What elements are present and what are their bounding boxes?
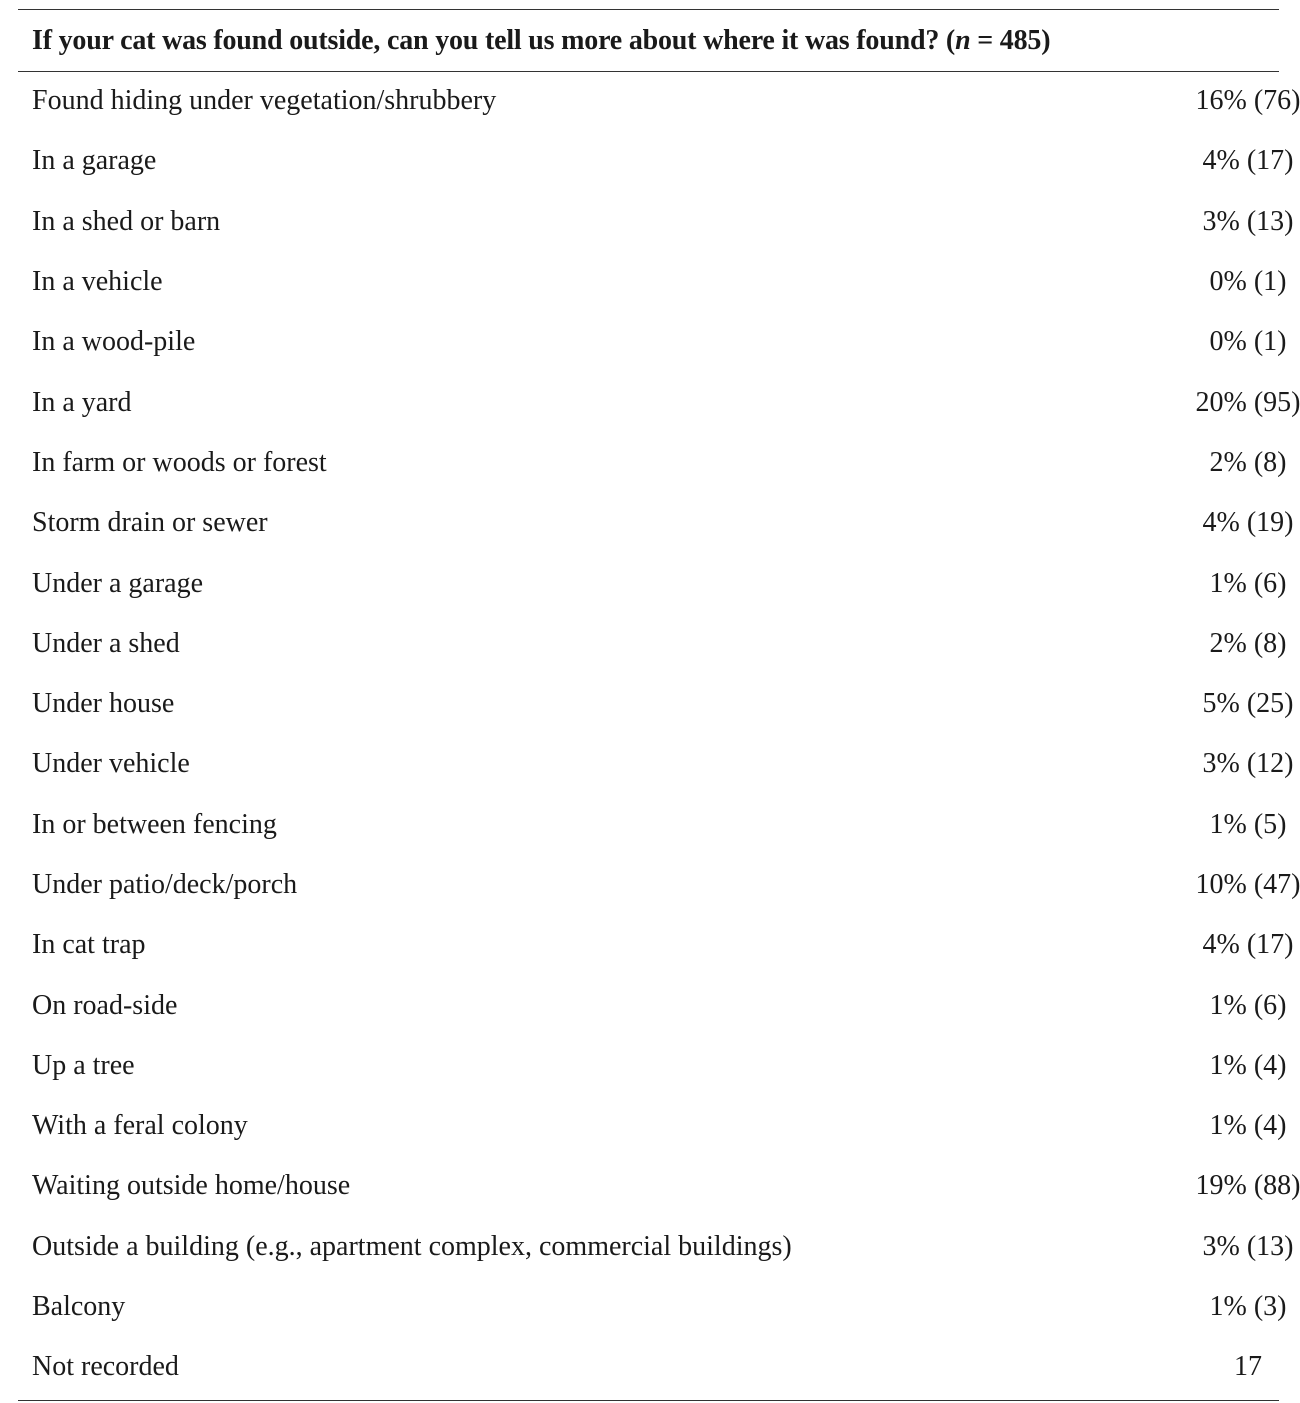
table-row — [18, 1217, 1294, 1277]
row-value: 17 — [1234, 1351, 1262, 1383]
row-value: 20% (95) — [1195, 386, 1300, 418]
row-value: 1% (6) — [1209, 567, 1287, 599]
row-label: Storm drain or sewer — [32, 507, 268, 539]
row-label: Waiting outside home/house — [32, 1170, 351, 1202]
table-bottom-rule — [18, 1400, 1279, 1401]
table-row — [18, 1337, 1279, 1397]
table-row — [18, 1277, 1287, 1337]
table-row — [18, 915, 1294, 975]
table-row — [18, 855, 1300, 915]
table-body — [18, 71, 1300, 1398]
row-label: In cat trap — [32, 929, 146, 961]
header-question-text: If your cat was found outside, can you tell us more about where it was found? ( — [32, 24, 956, 56]
row-value: 1% (3) — [1209, 1291, 1287, 1323]
header-n-symbol: n — [955, 24, 971, 56]
table-row — [18, 493, 1294, 553]
row-value: 2% (8) — [1209, 446, 1287, 478]
row-value: 10% (47) — [1195, 869, 1300, 900]
row-label: Under a garage — [32, 567, 204, 599]
table-row — [18, 1156, 1300, 1216]
row-label: Under vehicle — [32, 748, 190, 780]
row-label: Under house — [32, 688, 175, 720]
row-value: 3% (12) — [1202, 748, 1294, 780]
row-label: On road-side — [32, 989, 178, 1021]
row-value: 1% (5) — [1209, 808, 1287, 840]
table-header-question — [32, 25, 1050, 57]
row-label: In or between fencing — [32, 808, 277, 840]
table-row — [18, 975, 1287, 1035]
row-value: 4% (19) — [1202, 507, 1294, 539]
table-row — [18, 252, 1287, 312]
row-label: In farm or woods or forest — [32, 446, 327, 478]
table-row — [18, 614, 1287, 674]
row-value: 0% (1) — [1209, 326, 1287, 358]
row-value: 1% (6) — [1209, 989, 1287, 1021]
row-label: In a vehicle — [32, 266, 163, 298]
row-value: 3% (13) — [1202, 205, 1294, 237]
row-label: Found hiding under vegetation/shrubbery — [32, 85, 497, 117]
row-value: 16% (76) — [1195, 85, 1300, 117]
row-label: With a feral colony — [32, 1110, 248, 1142]
header-n-value: = 485) — [970, 24, 1051, 56]
table-row — [18, 1036, 1287, 1096]
table-row — [18, 312, 1287, 372]
row-label: Under a shed — [32, 627, 180, 659]
table-row — [18, 795, 1287, 855]
table-row — [18, 1096, 1287, 1156]
row-label: In a shed or barn — [32, 205, 221, 237]
table-row — [18, 131, 1294, 191]
row-value: 1% (4) — [1209, 1049, 1287, 1081]
row-value: 3% (13) — [1202, 1230, 1294, 1262]
row-value: 2% (8) — [1209, 627, 1287, 659]
row-label: In a yard — [32, 386, 132, 418]
row-label: In a garage — [32, 145, 157, 177]
row-value: 1% (4) — [1209, 1110, 1287, 1142]
row-label: Not recorded — [32, 1351, 179, 1383]
row-label: Up a tree — [32, 1049, 135, 1081]
row-value: 4% (17) — [1202, 929, 1294, 961]
table-row — [18, 71, 1300, 131]
table-row — [18, 372, 1300, 432]
table-row — [18, 433, 1287, 493]
row-label: Under patio/deck/porch — [32, 869, 298, 900]
row-value: 0% (1) — [1209, 266, 1287, 298]
row-label: In a wood-pile — [32, 326, 196, 358]
table-row — [18, 674, 1294, 734]
table-row — [18, 553, 1287, 613]
table-row — [18, 192, 1294, 252]
row-value: 5% (25) — [1202, 688, 1294, 720]
table-header — [18, 10, 1279, 71]
table-row — [18, 734, 1294, 794]
row-value: 4% (17) — [1202, 145, 1294, 177]
row-label: Balcony — [32, 1291, 126, 1323]
row-label: Outside a building (e.g., apartment complex, commercial buildings) — [32, 1230, 792, 1262]
row-value: 19% (88) — [1195, 1170, 1300, 1202]
